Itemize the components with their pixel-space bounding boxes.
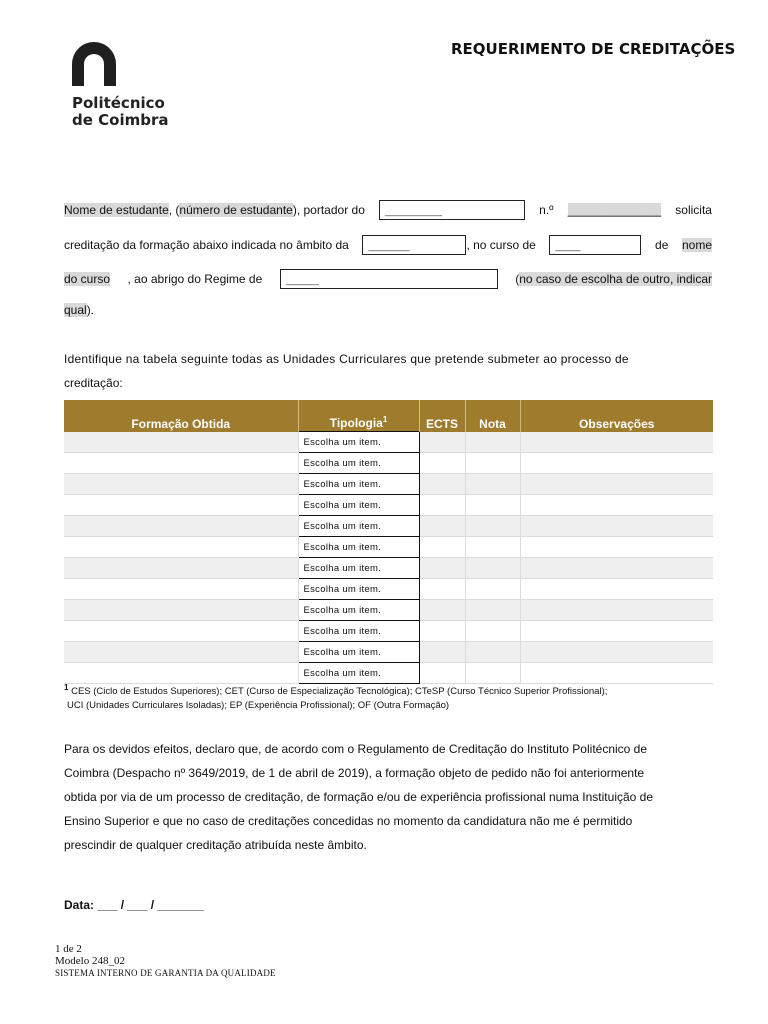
tipologia-dropdown[interactable]: Escolha um item. — [298, 537, 419, 558]
footnote-ref: 1 — [382, 415, 388, 424]
request-line-4 — [64, 302, 712, 318]
table-row — [64, 432, 713, 453]
text: n.º — [539, 203, 554, 217]
footnote-mark: 1 — [64, 683, 69, 692]
instruction-line-2 — [64, 375, 712, 391]
table-row — [64, 621, 713, 642]
nota-cell[interactable] — [465, 495, 520, 516]
table-row — [64, 642, 713, 663]
table-header-row — [64, 400, 713, 432]
declaration-line — [64, 809, 712, 833]
observacoes-cell[interactable] — [520, 474, 713, 495]
observacoes-cell[interactable] — [520, 453, 713, 474]
request-paragraph — [64, 200, 712, 320]
tipologia-dropdown[interactable]: Escolha um item. — [298, 600, 419, 621]
ects-cell[interactable] — [419, 537, 465, 558]
nota-cell[interactable] — [465, 516, 520, 537]
curricular-units-table — [64, 400, 713, 684]
observacoes-cell[interactable] — [520, 579, 713, 600]
ects-cell[interactable] — [419, 558, 465, 579]
formacao-cell[interactable] — [64, 642, 298, 663]
nota-cell[interactable] — [465, 621, 520, 642]
instruction-line-1 — [64, 351, 712, 367]
text: , no curso de — [466, 238, 536, 252]
ects-cell[interactable] — [419, 621, 465, 642]
ects-cell[interactable] — [419, 495, 465, 516]
tipologia-dropdown[interactable]: Escolha um item. — [298, 432, 419, 453]
observacoes-cell[interactable] — [520, 642, 713, 663]
formacao-cell[interactable] — [64, 453, 298, 474]
institution-name-line1: Politécnico — [72, 94, 165, 112]
ects-cell[interactable] — [419, 432, 465, 453]
field-fill: ________ — [285, 275, 318, 285]
student-name-placeholder[interactable]: Nome de estudante — [64, 203, 169, 217]
nota-cell[interactable] — [465, 453, 520, 474]
text: Identifique na tabela seguinte todas as Unidades Curriculares que pretende submeter ao processo de — [64, 352, 629, 366]
observacoes-cell[interactable] — [520, 537, 713, 558]
course-name-placeholder-a[interactable]: nome — [681, 238, 712, 252]
document-type-field[interactable] — [379, 200, 525, 220]
field-fill: ______ — [555, 241, 580, 251]
request-line-1 — [64, 202, 712, 218]
tipologia-dropdown[interactable]: Escolha um item. — [298, 558, 419, 579]
ects-cell[interactable] — [419, 642, 465, 663]
table-row — [64, 537, 713, 558]
table-row — [64, 600, 713, 621]
text: , ( — [168, 203, 180, 217]
ects-cell[interactable] — [419, 474, 465, 495]
text: Coimbra (Despacho nº 3649/2019, de 1 de abril de 2019), a formação objeto de pedido não foi anteriormente — [64, 766, 645, 780]
text: creditação da formação abaixo indicada no âmbito da — [64, 238, 349, 252]
observacoes-cell[interactable] — [520, 558, 713, 579]
formacao-cell[interactable] — [64, 558, 298, 579]
page-number: 1 de 2 — [55, 943, 82, 955]
formacao-cell[interactable] — [64, 579, 298, 600]
institution-name — [72, 95, 168, 129]
text: solicita — [675, 203, 712, 217]
nota-cell[interactable] — [465, 537, 520, 558]
other-case-placeholder-b[interactable]: qual — [64, 303, 87, 317]
ects-cell[interactable] — [419, 579, 465, 600]
text: Para os devidos efeitos, declaro que, de acordo com o Regulamento de Creditação do Instituto Politécnico de — [64, 742, 648, 756]
student-number-placeholder[interactable]: número de estudante — [179, 203, 293, 217]
text: de — [655, 238, 669, 252]
table-row — [64, 453, 713, 474]
page-title: REQUERIMENTO DE CREDITAÇÕES — [451, 40, 736, 58]
regime-field[interactable] — [280, 269, 498, 289]
text: ). — [86, 303, 95, 317]
nota-cell[interactable] — [465, 600, 520, 621]
field-fill: __________ — [368, 241, 409, 251]
page-footer — [55, 943, 276, 979]
table-row — [64, 558, 713, 579]
declaration-line — [64, 785, 712, 809]
document-number-placeholder[interactable]: ______________ — [567, 203, 662, 217]
nota-cell[interactable] — [465, 474, 520, 495]
header-observacoes: Observações — [520, 400, 713, 432]
text: Ensino Superior e que no caso de creditações concedidas no momento da candidatura não me é permitido — [64, 814, 633, 828]
table-row — [64, 579, 713, 600]
tipologia-dropdown[interactable]: Escolha um item. — [298, 495, 419, 516]
ambito-field[interactable] — [362, 235, 466, 255]
tipologia-dropdown[interactable]: Escolha um item. — [298, 474, 419, 495]
formacao-cell[interactable] — [64, 474, 298, 495]
request-line-3 — [64, 271, 712, 287]
declaration-line — [64, 737, 712, 761]
declaration-line — [64, 761, 712, 785]
nota-cell[interactable] — [465, 642, 520, 663]
tipologia-dropdown[interactable]: Escolha um item. — [298, 621, 419, 642]
observacoes-cell[interactable] — [520, 600, 713, 621]
header-formacao: Formação Obtida — [64, 400, 298, 432]
text: obtida por via de um processo de creditação, de formação e/ou de experiência profissional numa Instituição de — [64, 790, 654, 804]
ects-cell[interactable] — [419, 516, 465, 537]
formacao-cell[interactable] — [64, 516, 298, 537]
date-field[interactable]: Data: ___ / ___ / _______ — [64, 898, 205, 912]
table-row — [64, 516, 713, 537]
request-line-2 — [64, 237, 712, 253]
table-footnote — [64, 681, 607, 713]
table-row — [64, 474, 713, 495]
header-tipologia — [298, 400, 419, 432]
formacao-cell[interactable] — [64, 432, 298, 453]
header-ects: ECTS — [419, 400, 465, 432]
polytechnic-logo-icon — [72, 42, 122, 86]
footnote-line-1: CES (Ciclo de Estudos Superiores); CET (Curso de Especialização Tecnológica); CTeSP (Curso Técnico Superior Profissional); — [71, 686, 608, 698]
observacoes-cell[interactable] — [520, 495, 713, 516]
other-case-placeholder-a[interactable]: no caso de escolha de outro, indicar — [519, 272, 712, 286]
declaration-paragraph — [64, 737, 712, 857]
tipologia-dropdown[interactable]: Escolha um item. — [298, 642, 419, 663]
observacoes-cell[interactable] — [520, 432, 713, 453]
declaration-line — [64, 833, 712, 857]
formacao-cell[interactable] — [64, 600, 298, 621]
observacoes-cell[interactable] — [520, 516, 713, 537]
quality-system: SISTEMA INTERNO DE GARANTIA DA QUALIDADE — [55, 968, 276, 978]
header-nota: Nota — [465, 400, 520, 432]
nota-cell[interactable] — [465, 558, 520, 579]
text: creditação: — [64, 376, 123, 390]
field-fill: ______________ — [385, 206, 442, 216]
ects-cell[interactable] — [419, 453, 465, 474]
formacao-cell[interactable] — [64, 537, 298, 558]
table-instruction — [64, 351, 712, 391]
course-type-field[interactable] — [549, 235, 641, 255]
ects-cell[interactable] — [419, 600, 465, 621]
formacao-cell[interactable] — [64, 495, 298, 516]
tipologia-dropdown[interactable]: Escolha um item. — [298, 516, 419, 537]
observacoes-cell[interactable] — [520, 621, 713, 642]
institution-name-line2: de Coimbra — [72, 111, 169, 129]
nota-cell[interactable] — [465, 432, 520, 453]
course-name-placeholder-b[interactable]: do curso — [64, 272, 111, 286]
text: ( — [515, 272, 520, 286]
header-tipologia-label: Tipologia — [329, 416, 383, 430]
tipologia-dropdown[interactable]: Escolha um item. — [298, 579, 419, 600]
text: , ao abrigo do Regime de — [127, 272, 263, 286]
tipologia-dropdown[interactable]: Escolha um item. — [298, 453, 419, 474]
formacao-cell[interactable] — [64, 621, 298, 642]
tipologia-dropdown[interactable]: Escolha um item. — [298, 663, 419, 684]
model-number: Modelo 248_02 — [55, 955, 125, 967]
text: ), portador do — [292, 203, 365, 217]
table-row — [64, 495, 713, 516]
text: prescindir de qualquer creditação atribuída neste âmbito. — [64, 838, 367, 852]
footnote-line-2: UCI (Unidades Curriculares Isoladas); EP (Experiência Profissional); OF (Outra Formação) — [67, 700, 450, 712]
nota-cell[interactable] — [465, 579, 520, 600]
